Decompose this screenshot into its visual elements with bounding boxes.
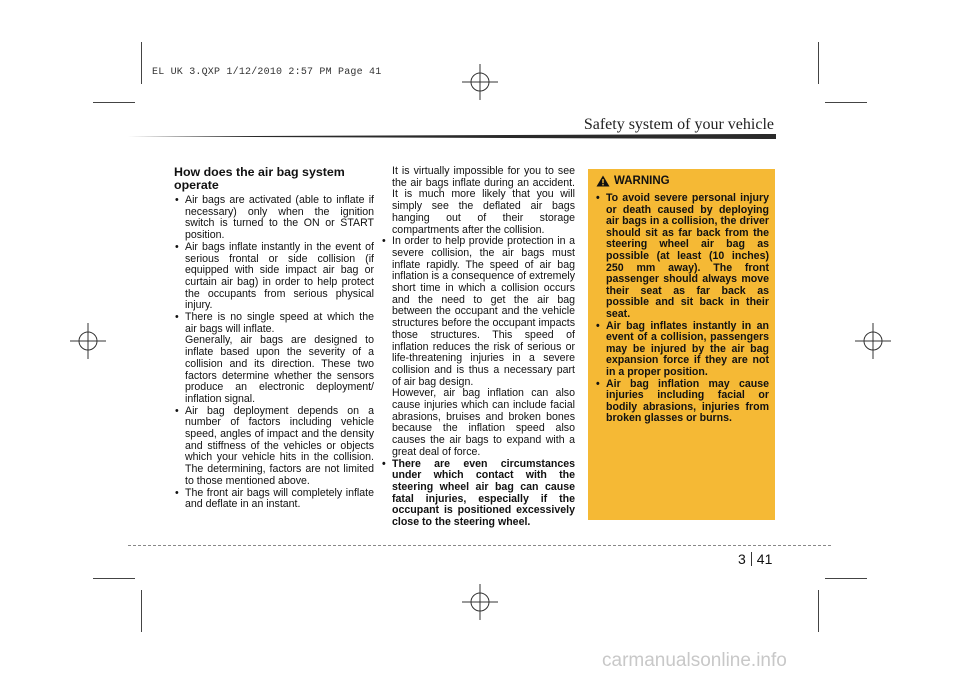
registration-mark-icon: [70, 323, 106, 359]
page-number-value: 41: [756, 551, 773, 567]
warning-item: • Air bag inflation may cause injuries including facial or bodily abrasions, injuries from broken glasses or burns.: [595, 379, 769, 425]
warning-box: [588, 169, 775, 520]
warning-title: WARNING: [614, 175, 670, 187]
registration-mark-icon: [462, 584, 498, 620]
watermark: carmanualsonline.info: [602, 650, 787, 671]
list-item: • There is no single speed at which the air bags will inflate.: [174, 312, 374, 335]
list-item: • There are even circumstances under which contact with the steering wheel air bag can cause fatal injuries, especially if the occupant is positioned excessively close to the steering wheel.: [381, 459, 575, 529]
bullet-list: [174, 406, 374, 511]
footer-rule: [128, 545, 831, 546]
text-column-left: [174, 166, 374, 511]
paragraph: Generally, air bags are designed to inflate based upon the severity of a collision and its direction. These two factors determine whether the sensors produce an electronic deployment/ inflation signal.: [185, 334, 374, 405]
page-number: [738, 551, 772, 567]
paragraph: It is virtually impossible for you to see the air bags inflate during an accident. It is much more likely that you will simply see the deflated air bags hanging out of their storage compartments after the collision.: [392, 165, 575, 236]
printer-slug: EL UK 3.QXP 1/12/2010 2:57 PM Page 41: [152, 67, 382, 78]
registration-mark-icon: [462, 64, 498, 100]
section-heading: How does the air bag system operate: [174, 165, 345, 192]
bullet-list: [381, 236, 575, 388]
crop-mark: [93, 102, 135, 103]
list-item: • The front air bags will completely inflate and deflate in an instant.: [174, 488, 374, 511]
bullet-list: [174, 195, 374, 335]
warning-header: [596, 175, 670, 187]
page-number-divider: [751, 552, 752, 566]
text-column-middle: [381, 166, 575, 529]
crop-mark: [141, 590, 142, 632]
warning-item: • Air bag inflates instantly in an event of a collision, passengers may be injured by the air bag expansion force if they are not in a proper position.: [595, 321, 769, 379]
header-rule: [128, 134, 776, 139]
registration-mark-icon: [855, 323, 891, 359]
warning-item: • To avoid severe personal injury or death caused by deploying air bags in a collision, the driver should sit as far back from the steering wheel air bag as possible (at least (10 inches) 250 mm away). The front passenger should always move their seat as far back as possible and sit back in their seat.: [595, 193, 769, 321]
section-title: Safety system of your vehicle: [583, 116, 774, 133]
crop-mark: [818, 590, 819, 632]
crop-mark: [818, 42, 819, 84]
crop-mark: [141, 42, 142, 84]
paragraph: However, air bag inflation can also cause injuries which can include facial abrasions, bruises and broken bones because the inflation speed also causes the air bags to expand with a great deal of force.: [392, 387, 575, 458]
bullet-list: [381, 459, 575, 529]
list-item: • In order to help provide protection in a severe collision, the air bags must inflate rapidly. The speed of air bag inflation is a consequence of extremely short time in which a collision occurs and the need to get the air bag between the occupant and the vehicle structures before the occupant impacts those structures. This speed of inflation reduces the risk of serious or life-threatening injuries in a severe collision and is thus a necessary part of air bag design.: [381, 236, 575, 388]
list-item: • Air bags are activated (able to inflate if necessary) only when the ignition switch is turned to the ON or START position.: [174, 195, 374, 242]
crop-mark: [93, 578, 135, 579]
crop-mark: [825, 578, 867, 579]
crop-mark: [825, 102, 867, 103]
chapter-number: 3: [738, 551, 746, 567]
warning-triangle-icon: [596, 175, 610, 187]
list-item: • Air bag deployment depends on a number of factors including vehicle speed, angles of impact and the density and stiffness of the vehicles or objects which your vehicle hits in the collision. The determining, factors are not limited to those mentioned above.: [174, 406, 374, 488]
warning-list: [595, 193, 769, 425]
list-item: • Air bags inflate instantly in the event of serious frontal or side collision (if equipped with side impact air bag or curtain air bag) in order to help protect the occupants from serious physical injury.: [174, 242, 374, 312]
